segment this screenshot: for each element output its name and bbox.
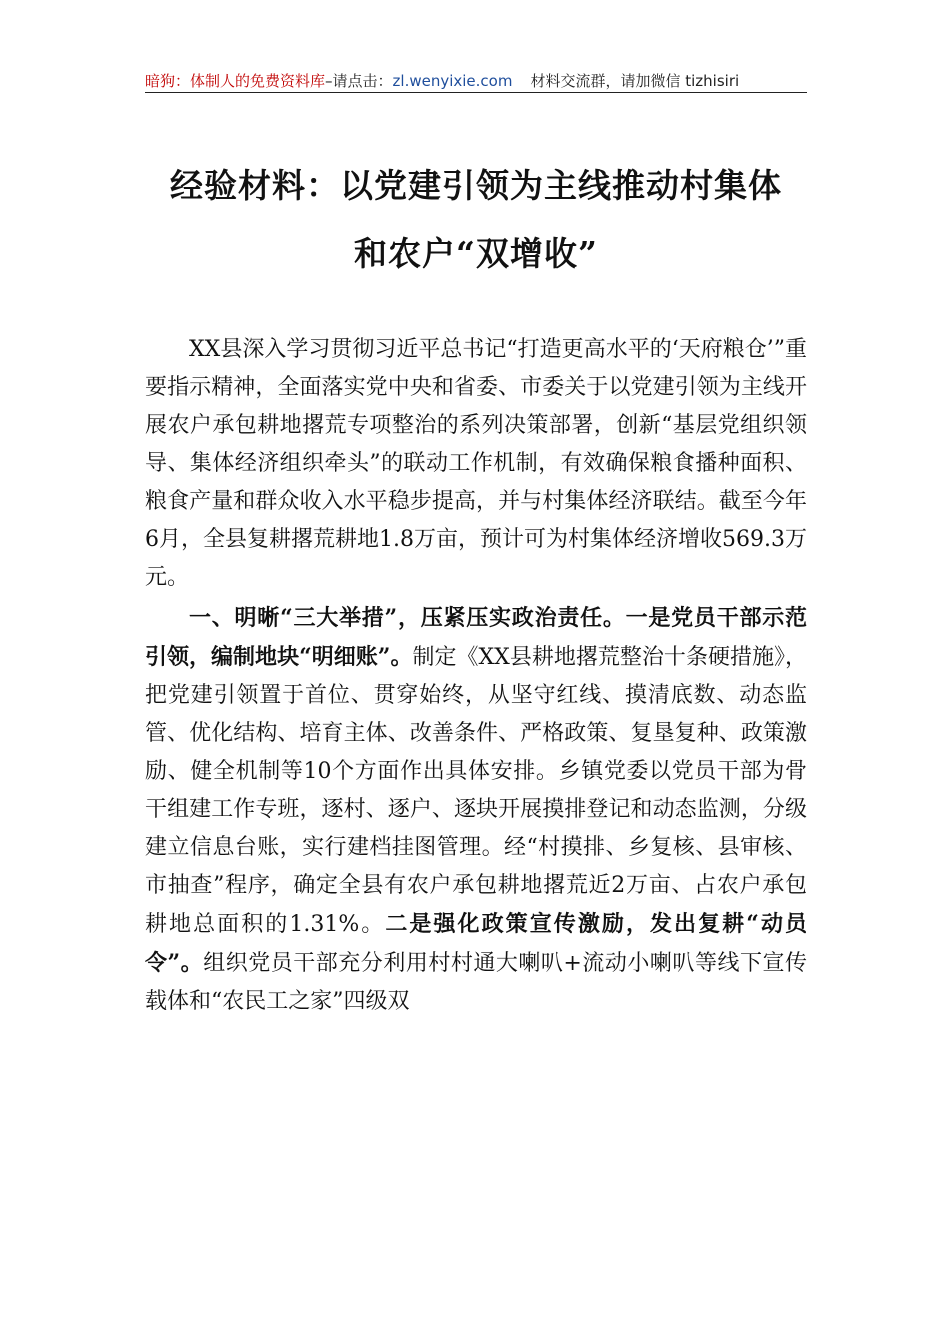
header-wechat-note: 材料交流群，请加微信 tizhisiri [530,72,740,90]
header-separator: –请点击： [325,72,393,90]
document-body [145,331,807,1021]
document-title-line1: 经验材料：以党建引领为主线推动村集体 [170,166,782,205]
section-one-paragraph [145,599,807,1021]
section-one-text-continued: 组织党员干部充分利用村村通大喇叭+流动小喇叭等线下宣传载体和“农民工之家”四级双 [145,951,808,1014]
intro-paragraph: XX县深入学习贯彻习近平总书记“打造更高水平的‘天府粮仓’”重要指示精神，全面落实党中央和省委、市委关于以党建引领为主线开展农户承包耕地撂荒专项整治的系列决策部署，创新“基层党组织领导、集体经济组织牵头”的联动工作机制，有效确保粮食播种面积、粮食产量和群众收入水平稳步提高，并与村集体经济联结。截至今年6月，全县复耕撂荒耕地1.8万亩，预计可为村集体经济增收569.3万元。 [145,337,807,590]
document-title-line2: 和农户“双增收” [354,234,598,273]
page-header [145,70,807,93]
header-brand: 暗狗：体制人的免费资料库 [145,72,326,90]
section-one-subheading: 二是强化政策宣传激励，发出复耕“动员令”。 [145,911,808,976]
section-one-heading: 一、明晰“三大举措”，压紧压实政治责任。一是党员干部示范引领，编制地块“明细账”。 [145,605,807,670]
section-one-text: 制定《XX县耕地撂荒整治十条硬措施》，把党建引领置于首位、贯穿始终，从坚守红线、摸清底数、动态监管、优化结构、培育主体、改善条件、严格政策、复垦复种、政策激励、健全机制等10个方面作出具体安排。乡镇党委以党员干部为骨干组建工作专班，逐村、逐户、逐块开展摸排登记和动态监测，分级建立信息台账，实行建档挂图管理。经“村摸排、乡复核、县审核、市抽查”程序，确定全县有农户承包耕地撂荒近2万亩、占农户承包耕地总面积的1.31%。 [145,645,807,937]
header-url-link[interactable]: zl.wenyixie.com [392,72,513,90]
